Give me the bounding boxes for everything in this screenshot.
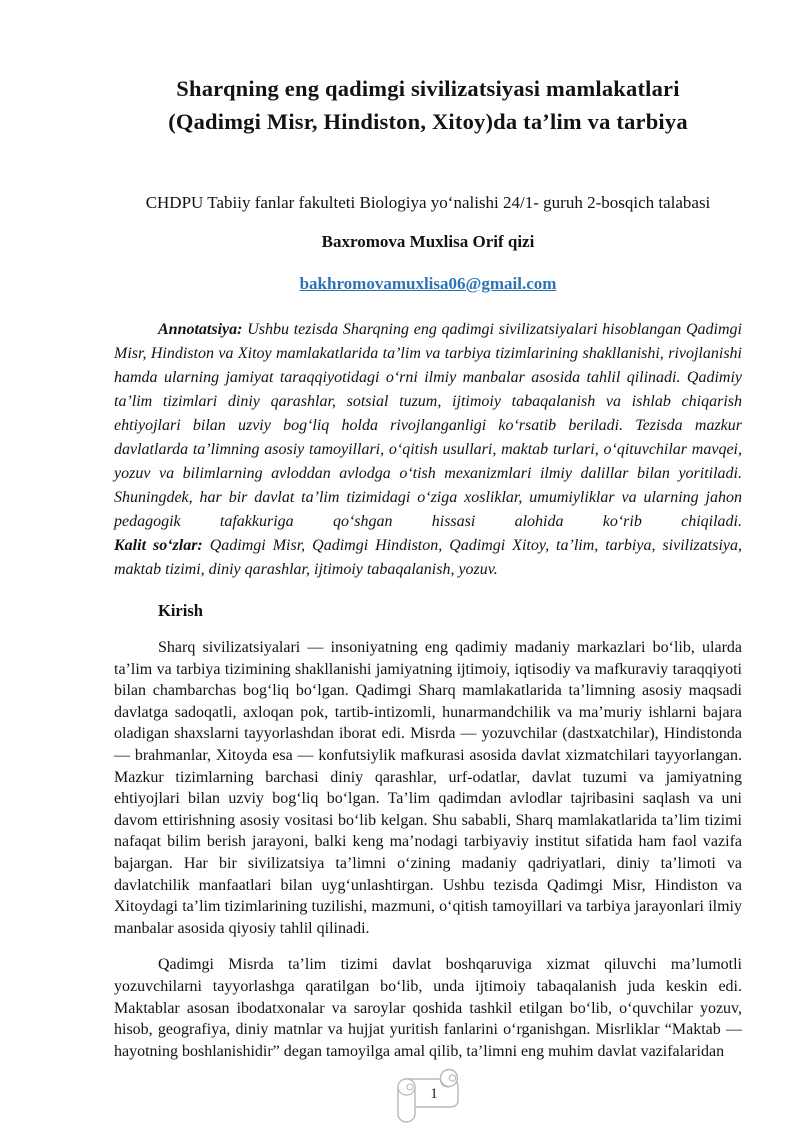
keywords-paragraph (114, 534, 742, 582)
annotation-paragraph (114, 318, 742, 534)
scroll-shape-icon (391, 1066, 465, 1124)
body-paragraph-2: Qadimgi Misrda ta’lim tizimi davlat boshqaruviga xizmat qiluvchi ma’lumotli yozuvchilarni tayyorlashga qaratilgan bo‘lib, unda ijtimoiy tabaqalanish juda keskin edi. Maktablar asosan ibodatxonalar va saroylar qoshida tashkil etilgan bo‘lib, o‘quvchilar yozuv, hisob, geografiya, diniy matnlar va hujjat yuritish fanlarini o‘rganishgan. Misrliklar “Maktab — hayotning boshlanishidir” degan tamoyilga amal qilib, ta’limni eng muhim davlat vazifalaridan (114, 956, 742, 1060)
keywords-body: Qadimgi Misr, Qadimgi Hindiston, Qadimgi Xitoy, ta’lim, tarbiya, sivilizatsiya, maktab tizimi, diniy qarashlar, ijtimoiy tabaqalanish, yozuv. (114, 537, 742, 578)
annotation-body: Ushbu tezisda Sharqning eng qadimgi sivilizatsiyalari hisoblangan Qadimgi Misr, Hindiston va Xitoy mamlakatlarida ta’lim va tarbiya tizimlarining shakllanishi, rivojlanishi hamda ularning jamiyat taraqqiyotidagi o‘rni ilmiy manbalar asosida tahlil qilinadi. Qadimiy ta’lim tizimlari diniy qarashlar, sotsial tuzum, ijtimoiy tabaqalanish va ishlab chiqarish ehtiyojlari bilan uzviy bog‘liq holda rivojlanganligi ko‘rsatib beriladi. Tezisda mazkur davlatlarda ta’limning asosiy tamoyillari, o‘qitish usullari, maktab turlari, o‘qituvchilar mavqei, yozuv va bilimlarning avloddan avlodga o‘tish mexanizmlari ilmiy dalillar bilan yoritiladi. Shuningdek, har bir davlat ta’lim tizimidagi o‘ziga xosliklar, umumiyliklar va ularning jahon pedagogik tafakkuriga qo‘shgan hissasi alohida ko‘rib chiqiladi. (114, 321, 742, 530)
body-paragraph-1: Sharq sivilizatsiyalari — insoniyatning eng qadimiy madaniy markazlari bo‘lib, ularda ta’lim va tarbiya tizimining shakllanishi jamiyatning ijtimoiy, iqtisodiy va mafkuraviy taraqqiyoti bilan chambarchas bog‘liq bo‘lgan. Qadimgi Sharq mamlakatlarida ta’limning asosiy maqsadi davlatga sadoqatli, axloqan pok, tartib-intizomli, hunarmandchilik va ma’muriy ishlarni bajara oladigan shaxslarni tayyorlashdan iborat edi. Misrda — yozuvchilar (dastxatchilar), Hindistonda — brahmanlar, Xitoyda esa — konfutsiylik mafkurasi asosida davlat xizmatchilari tayyorlangan. Mazkur tizimlarning barchasi diniy qarashlar, urf-odatlar, davlat tuzumi va jamiyatning ehtiyojlari bilan uzviy bog‘liq bo‘lgan. Ta’lim qadimdan avlodlar tajribasini saqlash va uni davom ettirishning asosiy vositasi bo‘lib kelgan. Shu sababli, Sharq mamlakatlarida ta’lim tizimi nafaqat bilim berish jarayoni, balki keng ma’nodagi tarbiyaviy institut sifatida ham faol vazifa bajargan. Har bir sivilizatsiya ta’limni o‘zining madaniy qadriyatlari, diniy ta’limoti va davlatchilik manfaatlari bilan uyg‘unlashtirgan. Ushbu tezisda Qadimgi Misr, Hindiston va Xitoydagi ta’lim tizimlarining tuzilishi, mazmuni, o‘qitish tamoyillari va tarbiya jarayonlari ilmiy manbalar asosida qiyosiy tahlil qilinadi. (114, 639, 742, 937)
section-heading-kirish: Kirish (158, 601, 203, 620)
email-link[interactable]: bakhromovamuxlisa06@gmail.com (299, 274, 557, 293)
keywords-label: Kalit so‘zlar: (114, 537, 203, 554)
author-name: Baxromova Muxlisa Orif qizi (321, 232, 535, 251)
page-number-footer (391, 1066, 465, 1124)
page-title-line-1: Sharqning eng qadimgi sivilizatsiyasi mamlakatlari (176, 76, 680, 101)
email-row (114, 274, 742, 294)
annotation-label: Annotatsiya: (158, 321, 243, 338)
page-title (114, 72, 742, 138)
affiliation-text: CHDPU Tabiiy fanlar fakulteti Biologiya yo‘nalishi 24/1- guruh 2-bosqich talabasi (145, 193, 711, 212)
page-number: 1 (430, 1086, 438, 1102)
page-title-line-2: (Qadimgi Misr, Hindiston, Xitoy)da ta’lim va tarbiya (168, 109, 688, 134)
